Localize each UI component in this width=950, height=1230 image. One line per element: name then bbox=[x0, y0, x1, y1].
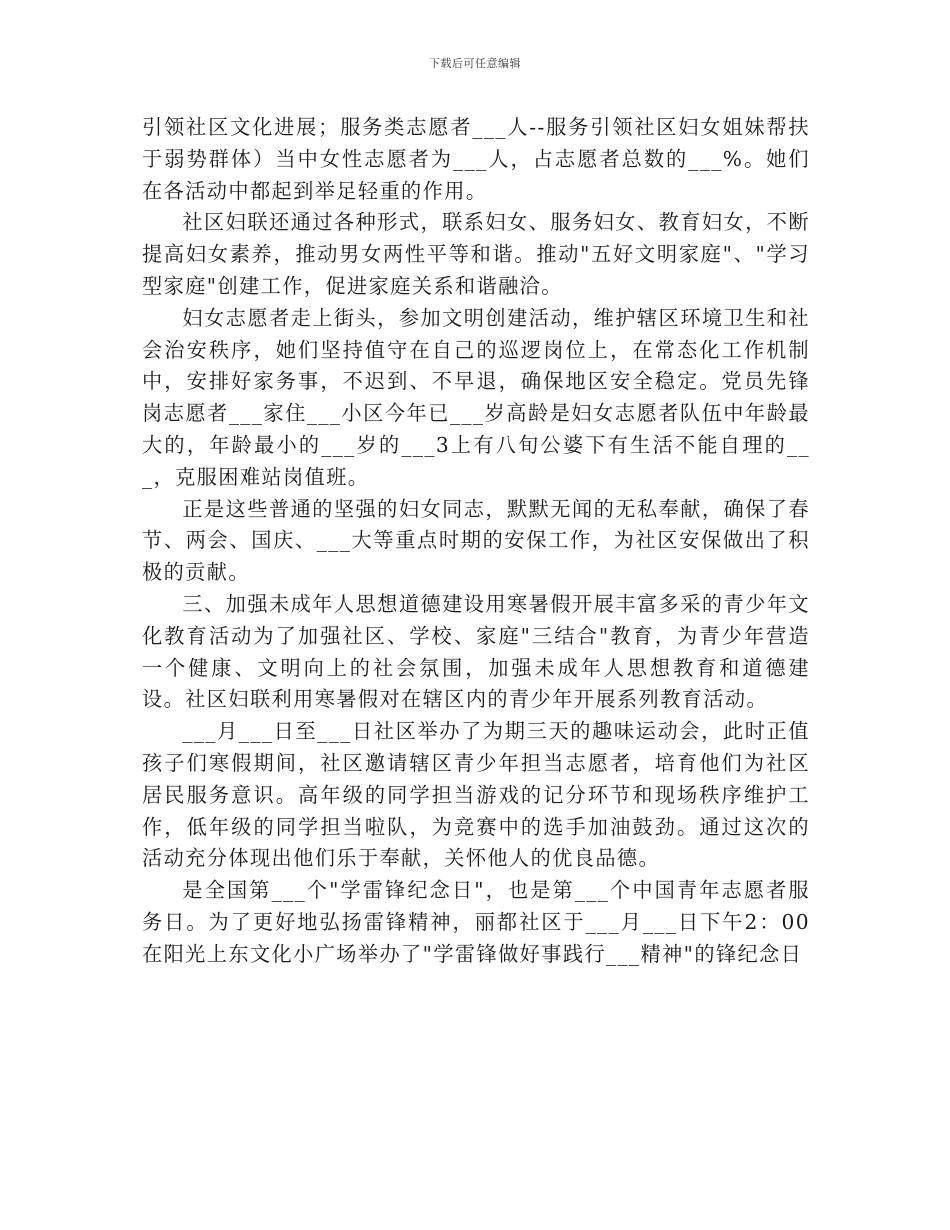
paragraph-6: ___月___日至___日社区举办了为期三天的趣味运动会，此时正值孩子们寒假期间，社区邀请辖区青少年担当志愿者，培育他们为社区居民服务意识。高年级的同学担当游戏的记分环节和现场秩序维护工作，低年级的同学担当啦队，为竞赛中的选手加油鼓劲。通过这次的活动充分体现出他们乐于奉献，关怀他人的优良品德。 bbox=[142, 719, 810, 871]
document-body bbox=[142, 112, 810, 971]
paragraph-4: 正是这些普通的坚强的妇女同志，默默无闻的无私奉献，确保了春节、两会、国庆、___大等重点时期的安保工作，为社区安保做出了积极的贡献。 bbox=[142, 496, 810, 585]
paragraph-1: 引领社区文化进展；服务类志愿者___人--服务引领社区妇女姐妹帮扶于弱势群体）当中女性志愿者为___人，占志愿者总数的___%。她们在各活动中都起到举足轻重的作用。 bbox=[142, 115, 810, 203]
page-header: 下载后可任意编辑 bbox=[429, 57, 521, 70]
paragraph-7: 是全国第___个"学雷锋纪念日"，也是第___个中国青年志愿者服务日。为了更好地弘扬雷锋精神，丽都社区于___月___日下午2：00在阳光上东文化小广场举办了"学雷锋做好事践行___精神"的锋纪念日 bbox=[142, 878, 810, 966]
paragraph-5: 三、加强未成年人思想道德建设用寒暑假开展丰富多采的青少年文化教育活动为了加强社区、学校、家庭"三结合"教育，为青少年营造一个健康、文明向上的社会氛围，加强未成年人思想教育和道德建设。社区妇联利用寒暑假对在辖区内的青少年开展系列教育活动。 bbox=[142, 591, 810, 712]
paragraph-3: 妇女志愿者走上街头，参加文明创建活动，维护辖区环境卫生和社会治安秩序，她们坚持值守在自己的巡逻岗位上，在常态化工作机制中，安排好家务事，不迟到、不早退，确保地区安全稳定。党员先锋岗志愿者___家住___小区今年已___岁高龄是妇女志愿者队伍中年龄最大的，年龄最小的___岁的___3上有八旬公婆下有生活不能自理的___，克服困难站岗值班。 bbox=[142, 305, 810, 489]
paragraph-2: 社区妇联还通过各种形式，联系妇女、服务妇女、教育妇女，不断提高妇女素养，推动男女两性平等和谐。推动"五好文明家庭"、"学习型家庭"创建工作，促进家庭关系和谐融洽。 bbox=[142, 210, 810, 298]
